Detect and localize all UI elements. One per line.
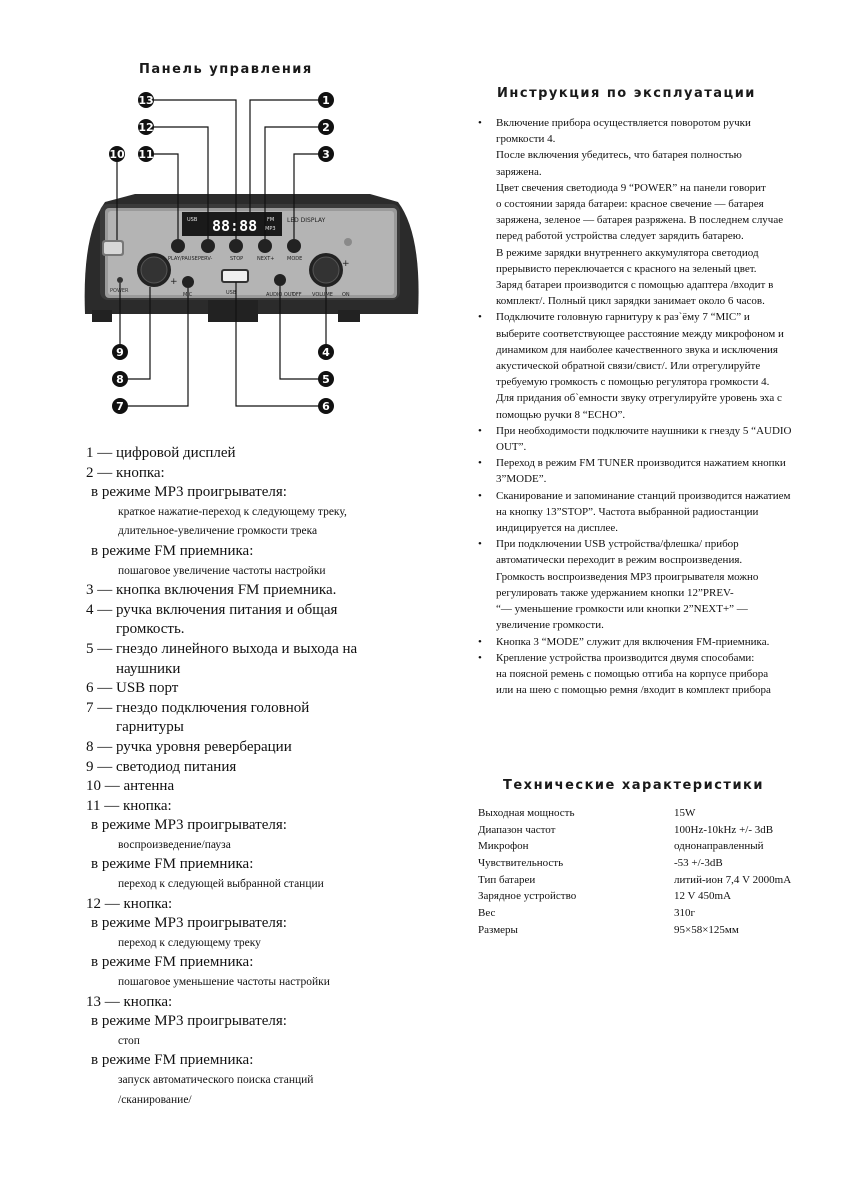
legend-item: 4 — ручка включения питания и общая xyxy=(86,601,338,618)
instructions-title: Инструкция по эксплуатации xyxy=(497,86,756,101)
instruction-line: громкости 4. xyxy=(496,133,556,146)
spec-row xyxy=(478,855,791,872)
spec-key: Чувствительность xyxy=(478,857,564,870)
svg-text:11: 11 xyxy=(138,148,154,161)
svg-text:4: 4 xyxy=(322,346,330,359)
instruction-line: заряжена, зеленое — батарея разряжена. В последнем случае xyxy=(496,214,784,227)
legend-mode: в режиме FM приемника: xyxy=(91,542,254,559)
instruction-line: 3”MODE”. xyxy=(496,473,547,486)
volume-plus: + xyxy=(342,259,350,269)
control-panel-illustration xyxy=(80,84,420,424)
legend-subitem: /сканирование/ xyxy=(118,1093,192,1106)
legend-subitem: переход к следующему треку xyxy=(118,936,261,949)
callout-7 xyxy=(112,398,128,414)
lcd-fm-label: FM xyxy=(267,217,275,223)
svg-text:8: 8 xyxy=(116,373,124,386)
instruction-line: заряжена. xyxy=(496,165,542,178)
perv-label: PERV- xyxy=(198,256,213,262)
spec-value: однонаправленный xyxy=(674,840,764,853)
legend-subitem: пошаговое увеличение частоты настройки xyxy=(118,564,326,577)
instruction-line: OUT”. xyxy=(496,441,527,454)
svg-text:13: 13 xyxy=(138,94,154,107)
instruction-line: Цвет свечения светодиода 9 “POWER” на панели говорит xyxy=(496,181,766,194)
next-label: NEXT+ xyxy=(257,256,275,262)
legend-item: 8 — ручка уровня реверберации xyxy=(86,738,292,755)
stop-label: STOP xyxy=(230,256,244,262)
volume-knob[interactable] xyxy=(309,253,343,287)
svg-text:7: 7 xyxy=(116,400,124,413)
led-display-label: LED DISPLAY xyxy=(287,217,326,224)
spec-key: Выходная мощность xyxy=(478,807,575,819)
callout-2 xyxy=(318,119,334,135)
legend-mode: в режиме МР3 проигрывателя: xyxy=(91,817,287,834)
instruction-line: индицируется на дисплее. xyxy=(496,522,619,535)
perv-button[interactable] xyxy=(201,239,215,253)
play-pause-button[interactable] xyxy=(171,239,185,253)
legend-item: 9 — светодиод питания xyxy=(86,758,237,775)
instruction-line: динамиком для наиболее качественного звука и исключения xyxy=(496,343,778,356)
instruction-line: на поясной ремень с помощью отгиба на корпусе прибора xyxy=(496,667,769,680)
instruction-line: прерывисто переключается с красного на зеленый цвет. xyxy=(496,262,757,275)
specs-title: Технические характеристики xyxy=(503,778,764,793)
callout-11 xyxy=(138,146,154,162)
instruction-line: выберите соответствующее расстояние между микрофоном и xyxy=(496,327,784,340)
callout-4 xyxy=(318,344,334,360)
power-led xyxy=(117,277,123,283)
instruction-line: на кнопку 13”STOP”. Частота выбранной радиостанции xyxy=(496,505,759,518)
instruction-line: помощью ручки 8 “ECHO”. xyxy=(496,408,626,421)
svg-text:9: 9 xyxy=(116,346,124,359)
instruction-line: о состоянии заряда батареи: красное свечение — батарея xyxy=(496,198,764,211)
spec-value: 15W xyxy=(674,807,696,819)
instruction-bullet: • Кнопка 3 “MODE” служит для включения FM-приемника. xyxy=(478,634,823,650)
screw xyxy=(344,238,352,246)
svg-text:3: 3 xyxy=(322,148,330,161)
lcd-usb-label: USB xyxy=(187,217,198,223)
spec-row xyxy=(478,905,791,922)
spec-key: Тип батареи xyxy=(478,873,536,886)
lcd-digits: 88:88 xyxy=(212,217,258,235)
control-panel-diagram xyxy=(80,84,420,424)
legend-subitem: длительное-увеличение громкости трека xyxy=(118,525,318,538)
callout-8 xyxy=(112,371,128,387)
legend-item: 5 — гнездо линейного выхода и выхода на xyxy=(86,640,358,657)
spec-value: 100Hz-10kHz +/- 3dB xyxy=(674,823,774,836)
usb-label: USB xyxy=(226,290,237,296)
spec-key: Микрофон xyxy=(478,840,529,853)
legend-subitem: переход к следующей выбранной станции xyxy=(118,878,324,891)
instruction-bullet: • При подключении USB устройства/флешка/ прибор xyxy=(478,536,823,552)
audio-out-label: AUDIO OUT xyxy=(266,292,295,298)
legend-list xyxy=(86,444,416,1110)
svg-text:10: 10 xyxy=(109,148,125,161)
legend-item: 7 — гнездо подключения головной xyxy=(86,699,310,716)
instruction-line: В режиме зарядки внутреннего аккумулятора светодиод xyxy=(496,246,759,259)
legend-item: 6 — USB порт xyxy=(86,680,179,697)
instruction-line: регулировать также удержанием кнопки 12”PREV- xyxy=(496,586,734,599)
instruction-line: перед работой устройства следует зарядить батарею. xyxy=(496,230,744,243)
callout-13 xyxy=(138,92,154,108)
spec-row xyxy=(478,822,791,839)
legend-mode: в режиме МР3 проигрывателя: xyxy=(91,1013,287,1030)
callout-3 xyxy=(318,146,334,162)
mode-button[interactable] xyxy=(287,239,301,253)
legend-item: 11 — кнопка: xyxy=(86,797,172,814)
audio-out-jack[interactable] xyxy=(274,274,286,286)
legend-item-cont: наушники xyxy=(116,660,181,677)
spec-key: Вес xyxy=(478,907,496,920)
callout-5 xyxy=(318,371,334,387)
next-button[interactable] xyxy=(258,239,272,253)
stop-button[interactable] xyxy=(229,239,243,253)
legend-mode: в режиме МР3 проигрывателя: xyxy=(91,915,287,932)
instruction-bullet: • При необходимости подключите наушники к гнезду 5 “AUDIO xyxy=(478,423,823,439)
instruction-line: Громкость воспроизведения МР3 проигрывателя можно xyxy=(496,570,759,583)
instruction-line: автоматически переходит в режим воспроизведения. xyxy=(496,554,743,567)
off-label: OFF xyxy=(292,292,302,298)
instruction-line: Для придания об`емности звуку отрегулируйте уровень эха с xyxy=(496,392,782,405)
callout-10 xyxy=(109,146,125,162)
spec-key: Зарядное устройство xyxy=(478,890,577,903)
legend-subitem: пошаговое уменьшение частоты настройки xyxy=(118,976,330,989)
echo-plus: + xyxy=(170,277,178,287)
legend-item: 3 — кнопка включения FM приемника. xyxy=(86,582,337,599)
spec-value: 310г xyxy=(674,907,696,920)
legend-subitem: краткое нажатие-переход к следующему треку, xyxy=(118,505,347,518)
legend-subitem: стоп xyxy=(118,1034,140,1047)
instruction-line: После включения убедитесь, что батарея полностью xyxy=(496,149,742,162)
spec-row xyxy=(478,872,791,889)
instruction-bullet: • Сканирование и запоминание станций производится нажатием xyxy=(478,488,823,504)
usb-port[interactable] xyxy=(222,270,248,282)
spec-row xyxy=(478,805,791,822)
spec-row xyxy=(478,922,791,939)
callout-1 xyxy=(318,92,334,108)
mic-jack[interactable] xyxy=(182,276,194,288)
legend-item: 2 — кнопка: xyxy=(86,464,165,481)
spec-value: -53 +/-3dB xyxy=(674,857,723,870)
callout-6 xyxy=(318,398,334,414)
spec-row xyxy=(478,838,791,855)
legend-subitem: воспроизведение/пауза xyxy=(118,838,231,851)
legend-mode: в режиме FM приемника: xyxy=(91,1052,254,1069)
instruction-line: требуемую громкость с помощью регулятора громкости 4. xyxy=(496,376,770,389)
legend-item: 1 — цифровой дисплей xyxy=(86,445,236,461)
spec-value: 12 V 450mA xyxy=(674,890,732,903)
instruction-line: увеличение громкости. xyxy=(496,619,604,632)
volume-label: VOLUME xyxy=(312,292,333,298)
spec-row xyxy=(478,888,791,905)
svg-text:2: 2 xyxy=(322,121,330,134)
instruction-bullet: • Переход в режим FM TUNER производится нажатием кнопки xyxy=(478,455,823,471)
instruction-line: комплект/. Полный цикл зарядки занимает около 6 часов. xyxy=(496,295,765,308)
instruction-line: акустической обратной связи/свист/. Или отрегулируйте xyxy=(496,360,761,373)
on-label: ON xyxy=(342,292,350,298)
legend-item: 12 — кнопка: xyxy=(86,895,173,912)
legend-mode: в режиме FM приемника: xyxy=(91,856,254,873)
control-panel-title: Панель управления xyxy=(139,62,313,77)
instruction-line: Заряд батареи производится с помощью адаптера /входит в xyxy=(496,279,774,292)
instruction-bullet: • Включение прибора осуществляется поворотом ручки xyxy=(478,115,823,131)
instructions-list xyxy=(478,115,823,698)
legend-subitem: запуск автоматического поиска станций xyxy=(118,1074,314,1086)
legend-item-cont: гарнитуры xyxy=(116,719,184,736)
svg-text:1: 1 xyxy=(322,94,330,107)
lcd-mp3-label: MP3 xyxy=(265,226,276,232)
legend-mode: в режиме FM приемника: xyxy=(91,954,254,971)
callout-9 xyxy=(112,344,128,360)
instruction-bullet: • Подключите головную гарнитуру к раз`ёму 7 “MIC” и xyxy=(478,309,823,325)
instruction-bullet: • Крепление устройства производится двумя способами: xyxy=(478,650,823,666)
legend-mode: в режиме МР3 проигрывателя: xyxy=(91,484,287,501)
instruction-line: “— уменьшение громкости или кнопки 2”NEXT+” — xyxy=(496,603,748,616)
svg-text:5: 5 xyxy=(322,373,330,386)
echo-knob[interactable] xyxy=(137,253,171,287)
spec-value: литий-ион 7,4 V 2000mA xyxy=(674,873,792,886)
callout-12 xyxy=(138,119,154,135)
power-label: POWER xyxy=(110,288,129,294)
legend-item: 13 — кнопка: xyxy=(86,993,173,1010)
svg-text:12: 12 xyxy=(138,121,154,134)
play-pause-label: PLAY/PAUSE xyxy=(168,256,198,262)
legend-item-cont: громкость. xyxy=(116,621,185,638)
specs-table xyxy=(478,805,791,939)
spec-key: Диапазон частот xyxy=(478,823,556,836)
legend-item: 10 — антенна xyxy=(86,778,175,795)
mode-label: MODE xyxy=(287,256,303,262)
antenna xyxy=(102,240,124,256)
svg-text:6: 6 xyxy=(322,400,330,413)
mic-label: MIC xyxy=(183,292,193,298)
spec-value: 95×58×125мм xyxy=(674,923,739,936)
spec-key: Размеры xyxy=(478,923,518,936)
instruction-line: или на шею с помощью ремня /входит в комплект прибора xyxy=(496,684,771,697)
